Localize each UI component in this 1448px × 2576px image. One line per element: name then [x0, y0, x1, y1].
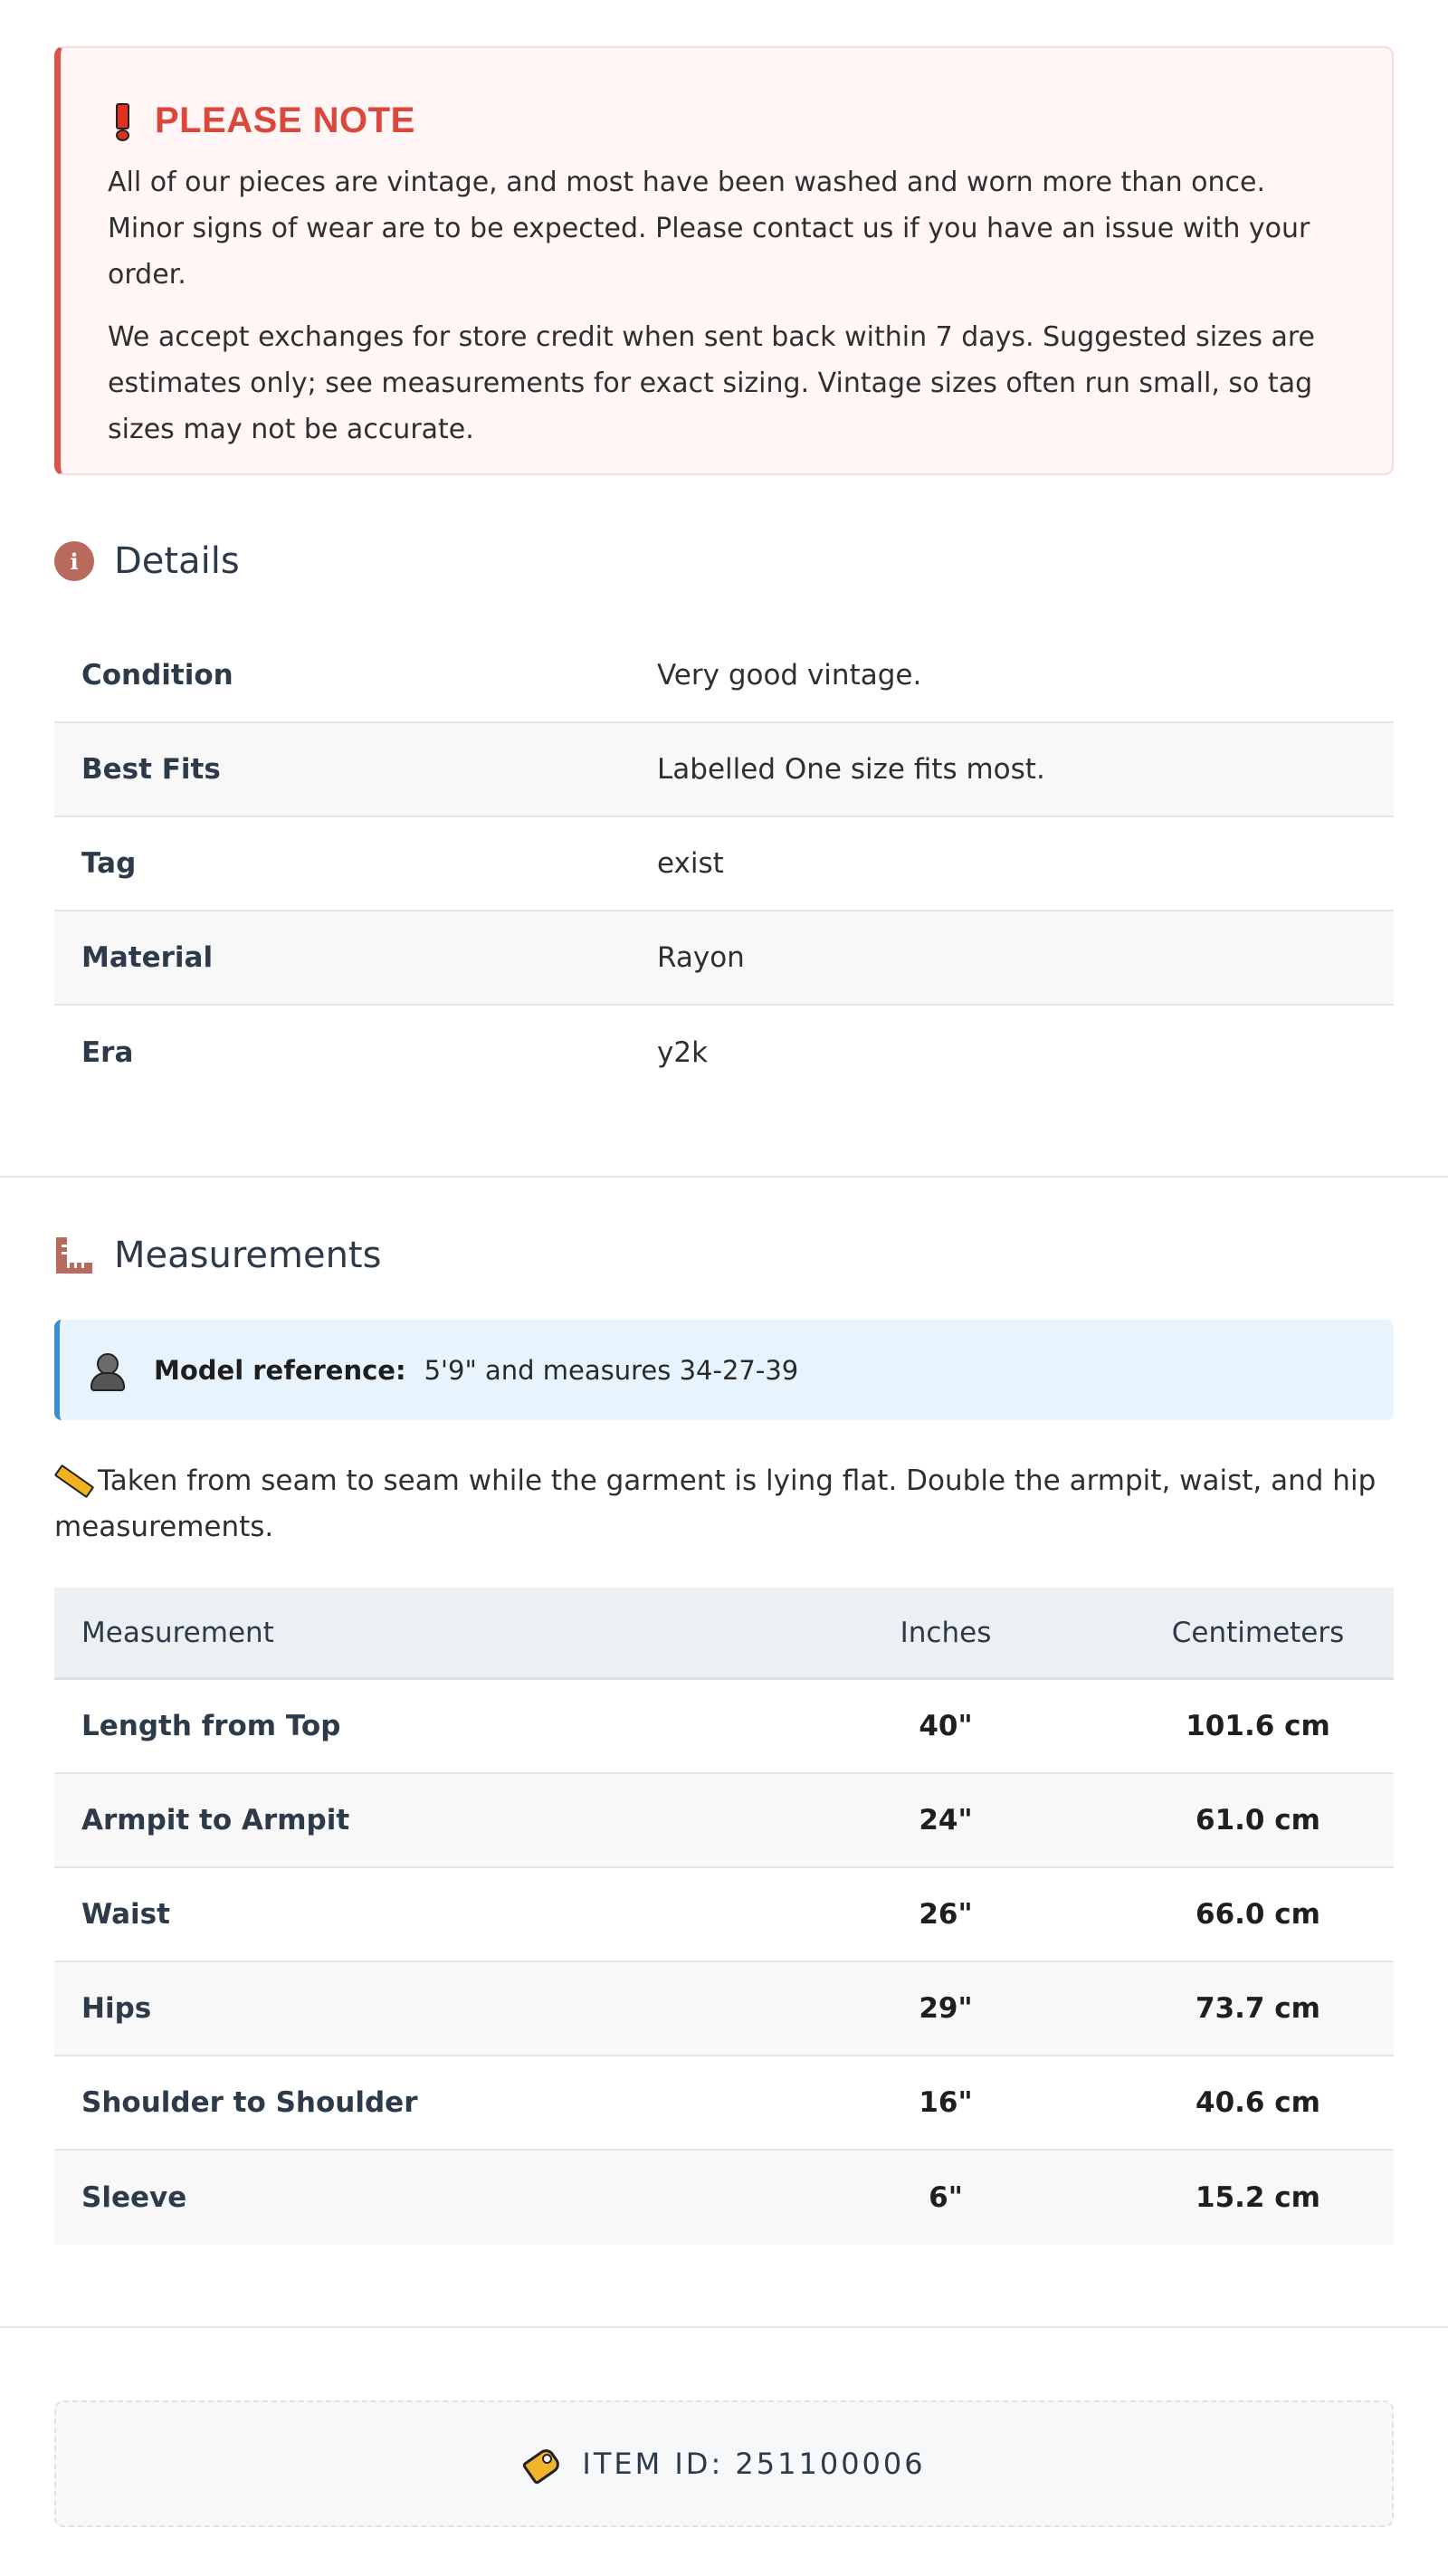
table-row — [54, 1680, 1394, 1774]
model-reference-label: Model reference: — [154, 1354, 406, 1386]
measurement-cm: 61.0 cm — [1196, 1804, 1320, 1837]
details-value: Labelled One size fits most. — [657, 753, 1045, 786]
note-paragraph-2: We accept exchanges for store credit when sent back within 7 days. Suggested sizes are estimates only; see measurements for exact sizing. Vintage sizes often run small, so tag sizes may not be accurate. — [108, 321, 1316, 445]
measurement-inches: 6" — [929, 2181, 963, 2214]
table-row — [54, 1962, 1394, 2056]
exclamation-icon — [113, 103, 129, 138]
details-table — [54, 629, 1394, 1100]
table-row — [54, 1868, 1394, 1962]
details-heading — [54, 540, 240, 582]
details-row-era — [54, 1006, 1394, 1100]
table-row — [54, 2056, 1394, 2151]
details-key: Condition — [81, 659, 233, 692]
details-title: Details — [114, 540, 240, 582]
measurement-inches: 40" — [919, 1710, 973, 1742]
model-reference-box — [54, 1320, 1394, 1420]
measurement-inches: 29" — [919, 1992, 973, 2025]
measurement-cm: 101.6 cm — [1186, 1710, 1330, 1742]
model-reference-value: 5'9" and measures 34-27-39 — [424, 1354, 799, 1386]
measurements-heading — [54, 1235, 381, 1276]
details-row-tag — [54, 817, 1394, 911]
section-divider — [0, 2326, 1448, 2328]
measurement-cm: 40.6 cm — [1196, 2086, 1320, 2119]
details-value: exist — [657, 847, 724, 880]
details-value: Rayon — [657, 941, 745, 974]
details-row-best-fits — [54, 723, 1394, 817]
measurements-title: Measurements — [114, 1235, 382, 1276]
tag-icon — [522, 2446, 560, 2482]
header-inches: Inches — [900, 1616, 992, 1649]
measurement-cm: 66.0 cm — [1196, 1898, 1320, 1931]
measurement-note-text: Taken from seam to seam while the garment is lying flat. Double the armpit, waist, and hip measurements. — [54, 1465, 1377, 1543]
measurement-name: Shoulder to Shoulder — [81, 2086, 418, 2119]
pencil-icon — [54, 1461, 90, 1497]
details-row-condition — [54, 629, 1394, 723]
header-centimeters: Centimeters — [1171, 1616, 1345, 1649]
measurement-name: Armpit to Armpit — [81, 1804, 350, 1837]
details-key: Material — [81, 941, 214, 974]
details-value: y2k — [657, 1036, 709, 1069]
please-note-box — [54, 46, 1394, 475]
note-title: PLEASE NOTE — [155, 100, 415, 140]
details-row-material — [54, 911, 1394, 1006]
measurements-table-header — [54, 1588, 1394, 1680]
person-icon — [90, 1353, 121, 1388]
header-measurement: Measurement — [81, 1616, 274, 1649]
table-row — [54, 2151, 1394, 2245]
measurement-name: Length from Top — [81, 1710, 341, 1742]
measurement-name: Hips — [81, 1992, 152, 2025]
note-title-row — [108, 98, 1347, 143]
measurement-name: Sleeve — [81, 2181, 187, 2214]
note-paragraph-1: All of our pieces are vintage, and most have been washed and worn more than once. Minor signs of wear are to be expected. Please contact us if you have an issue with your order. — [108, 167, 1310, 291]
info-circle-icon: i — [54, 541, 94, 581]
item-id-box — [54, 2400, 1394, 2527]
item-id-text: ITEM ID: 251100006 — [582, 2447, 926, 2481]
measurement-inches: 24" — [919, 1804, 973, 1837]
table-row — [54, 1774, 1394, 1868]
measurement-name: Waist — [81, 1898, 170, 1931]
measurement-inches: 26" — [919, 1898, 973, 1931]
details-key: Tag — [81, 847, 137, 880]
section-divider — [0, 1176, 1448, 1178]
ruler-icon — [54, 1236, 94, 1275]
measurement-cm: 15.2 cm — [1196, 2181, 1320, 2214]
details-value: Very good vintage. — [657, 659, 922, 692]
measurements-table — [54, 1588, 1394, 2245]
details-key: Era — [81, 1036, 134, 1069]
details-key: Best Fits — [81, 753, 221, 786]
measurement-inches: 16" — [919, 2086, 973, 2119]
measurement-note — [54, 1458, 1394, 1550]
measurement-cm: 73.7 cm — [1196, 1992, 1320, 2025]
